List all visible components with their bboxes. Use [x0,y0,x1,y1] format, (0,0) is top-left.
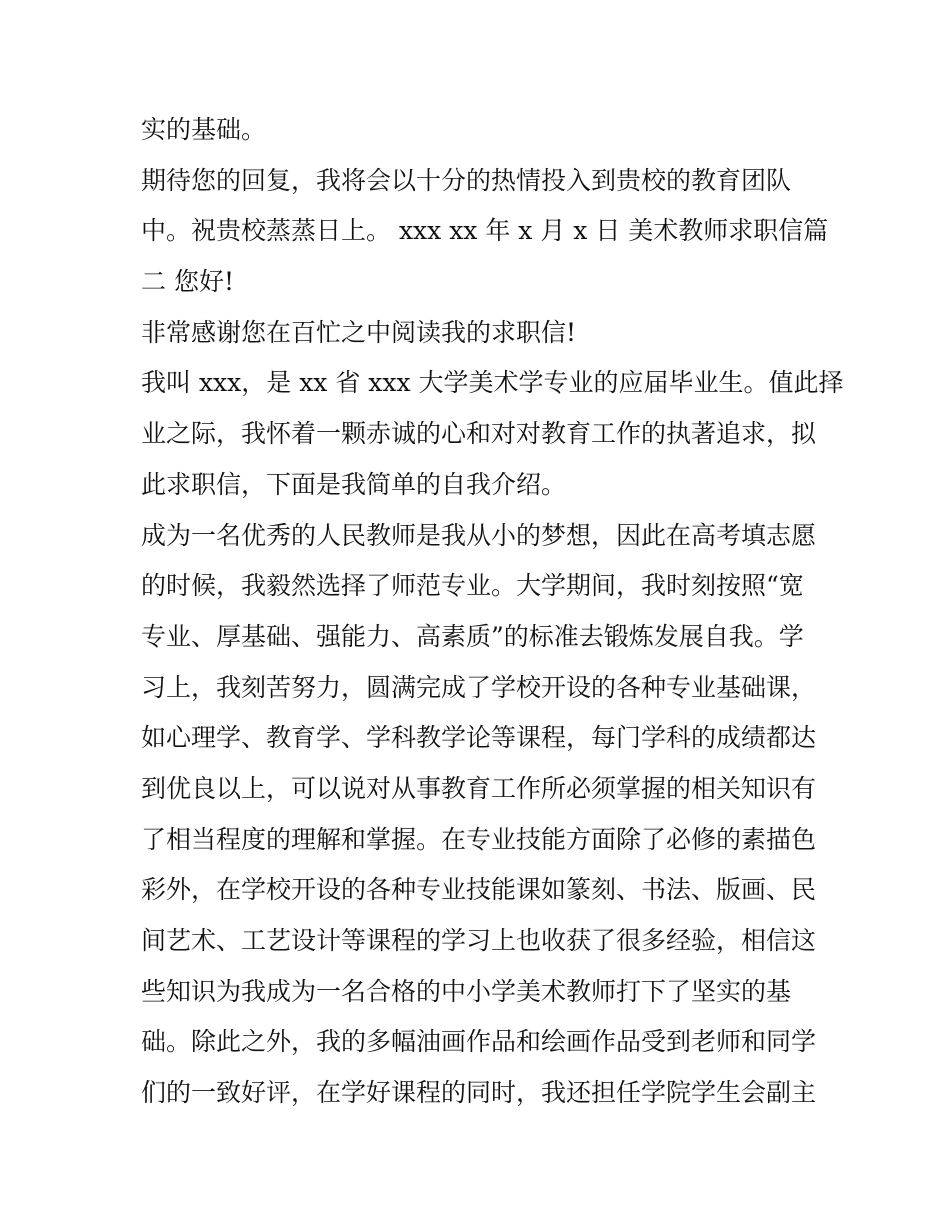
text-line-2: 期待您的回复，我将会以十分的热情投入到贵校的教育团队 [141,165,792,195]
body-text [141,105,844,1119]
text-line-17: 间艺术、工艺设计等课程的学习上也收获了很多经验，相信这 [141,926,817,955]
text-line-12: 习上，我刻苦努力，圆满完成了学校开设的各种专业基础课， [141,672,817,702]
text-line-13: 如心理学、教育学、学科教学论等课程，每门学科的成绩都达 [141,723,817,753]
text-line-7: 业之际，我怀着一颗赤诚的心和对对教育工作的执著追求，拟 [141,419,817,449]
text-line-5: 非常感谢您在百忙之中阅读我的求职信! [141,317,577,347]
text-line-19: 础。除此之外，我的多幅油画作品和绘画作品受到老师和同学 [141,1027,817,1057]
text-line-16: 彩外，在学校开设的各种专业技能课如篆刻、书法、版画、民 [141,875,817,905]
text-line-6: 我叫 xxx，是 xx 省 xxx 大学美术学专业的应届毕业生。值此择 [141,368,844,398]
text-line-3: 中。祝贵校蒸蒸日上。 xxx xx 年 x 月 x 日 美术教师求职信篇 [141,216,829,246]
text-line-1: 实的基础。 [141,115,267,144]
text-line-10: 的时候，我毅然选择了师范专业。大学期间，我时刻按照“宽 [141,571,804,601]
text-line-8: 此求职信，下面是我简单的自我介绍。 [141,469,567,499]
text-line-20: 们的一致好评，在学好课程的同时，我还担任学院学生会副主 [141,1078,817,1108]
text-line-9: 成为一名优秀的人民教师是我从小的梦想，因此在高考填志愿 [141,520,817,550]
text-line-15: 了相当程度的理解和掌握。在专业技能方面除了必修的素描色 [141,824,817,854]
text-line-11: 专业、厚基础、强能力、高素质”的标准去锻炼发展自我。学 [141,621,804,651]
text-line-4: 二 您好! [141,267,234,297]
text-line-18: 些知识为我成为一名合格的中小学美术教师打下了坚实的基 [141,976,792,1006]
text-line-14: 到优良以上，可以说对从事教育工作所必须掌握的相关知识有 [141,773,817,803]
